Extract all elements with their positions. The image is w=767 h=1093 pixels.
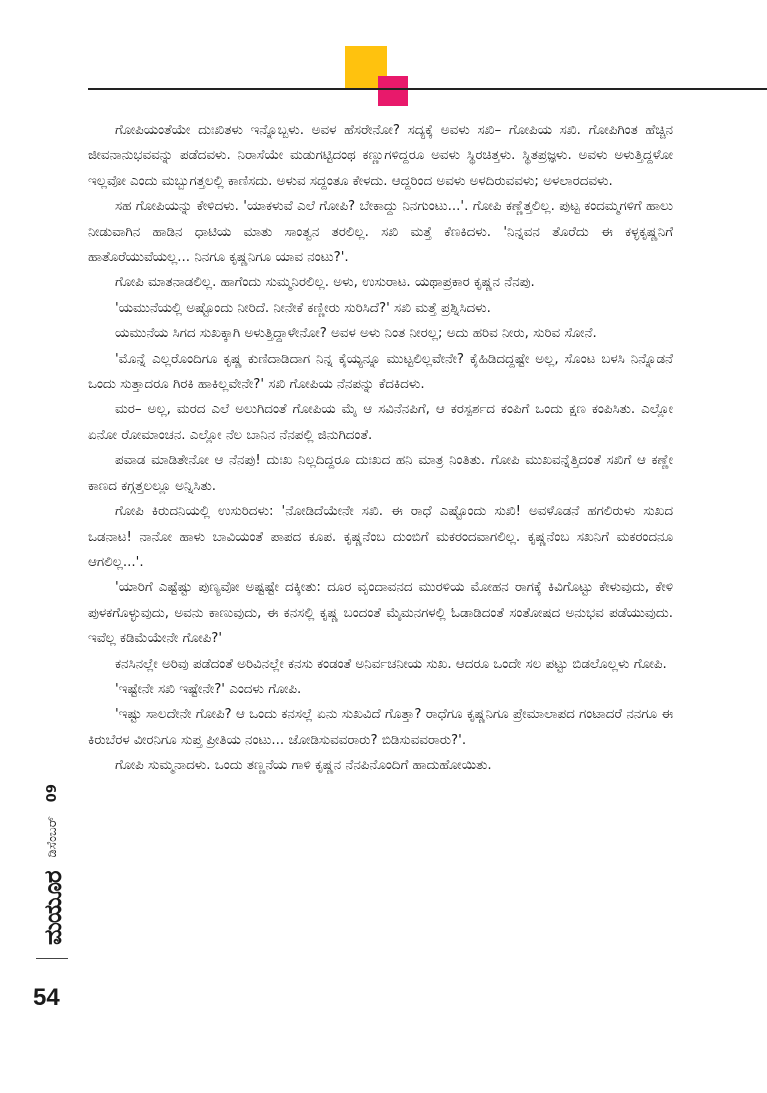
paragraph: ಕನಸಿನಲ್ಲೇ ಅರಿವು ಪಡೆದಂತೆ ಅರಿವಿನಲ್ಲೇ ಕನಸು ಕಂಡಂತೆ ಅನಿರ್ವಚನೀಯ ಸುಖ. ಆದರೂ ಒಂದೇ ಸಲ ಪಟ್ಟು ಬಿಡಲೊಲ್ಲಳು ಗೋಪಿ. <box>115 656 667 672</box>
issue-label: ಡಿಸೆಂಬರ್ <box>45 816 60 858</box>
paragraph: 'ಇಷ್ಟೇನೇ ಸಖಿ ಇಷ್ಟೇನೇ?' ಎಂದಳು ಗೋಪಿ. <box>115 681 302 697</box>
paragraph: ಸಹ ಗೋಪಿಯನ್ನು ಕೇಳಿದಳು. 'ಯಾಕಳುವೆ ಎಲೆ ಗೋಪಿ? ಬೇಕಾದ್ದು ನಿನಗುಂಟು...'. ಗೋಪಿ ಕಣ್ಣೆತ್ತಲಿಲ್ಲ. ಪುಟ್ಟ ಕಂದಮ್ಮಗಳಿಗೆ ಹಾಲು ನೀಡುವಾಗಿನ ಹಾಡಿನ ಧಾಟಿಯ ಮಾತು ಸಾಂತ್ವನ ತರಲಿಲ್ಲ. ಸಖಿ ಮತ್ತೆ ಕೆಣಕಿದಳು. 'ನಿನ್ನವನ ತೊರೆದು ಈ ಕಳ್ಳಕೃಷ್ಣನಿಗೆ ಹಾತೊರೆಯುವೆಯಲ್ಲ... ನಿನಗೂ ಕೃಷ್ಣನಿಗೂ ಯಾವ ನಂಟು?'. <box>88 199 673 266</box>
pink-square-decoration <box>378 76 408 106</box>
footer-rule <box>36 958 68 959</box>
paragraph: 'ಯಾರಿಗೆ ಎಷ್ಟೆಷ್ಟು ಪುಣ್ಯವೋ ಅಷ್ಟಷ್ಟೇ ದಕ್ಕೀತು: ದೂರ ವೃಂದಾವನದ ಮುರಳಿಯ ಮೋಹನ ರಾಗಕ್ಕೆ ಕಿವಿಗೊಟ್ಟು ಕೇಳುವುದು, ಕೇಳಿ ಪುಳಕಗೊಳ್ಳುವುದು, ಅವನು ಕಾಣುವುದು, ಈ ಕನಸಲ್ಲಿ ಕೃಷ್ಣ ಬಂದಂತೆ ಮೈಮನಗಳಲ್ಲಿ ಓಡಾಡಿದಂತೆ ಸಂತೋಷದ ಅನುಭವ ಪಡೆಯುವುದು. ಇವೆಲ್ಲ ಕಡಿಮೆಯೇನೇ ಗೋಪಿ?' <box>88 580 673 647</box>
page-number: 54 <box>33 984 60 1011</box>
magazine-logo: ಮಯೂರ <box>38 871 67 945</box>
paragraph: ಮರ– ಅಲ್ಲ, ಮರದ ಎಲೆ ಅಲುಗಿದಂತೆ ಗೋಪಿಯ ಮೈ ಆ ಸವಿನೆನಪಿಗೆ, ಆ ಕರಸ್ಪರ್ಶದ ಕಂಪಿಗೆ ಒಂದು ಕ್ಷಣ ಕಂಪಿಸಿತು. ಎಲ್ಲೋ ಏನೋ ರೋಮಾಂಚನ. ಎಲ್ಲೋ ನೆಲ ಬಾನಿನ ನೆನಪಲ್ಲಿ ಜಿನುಗಿದಂತೆ. <box>88 402 673 443</box>
paragraph: ಗೋಪಿ ಮಾತನಾಡಲಿಲ್ಲ. ಹಾಗೆಂದು ಸುಮ್ಮನಿರಲಿಲ್ಲ. ಅಳು, ಉಸುರಾಟ. ಯಥಾಪ್ರಕಾರ ಕೃಷ್ಣನ ನೆನಪು. <box>115 275 535 291</box>
sidebar-masthead <box>38 784 67 945</box>
paragraph: ಗೋಪಿ ಕಿರುದನಿಯಲ್ಲಿ ಉಸುರಿದಳು: 'ನೋಡಿದೆಯೇನೇ ಸಖಿ. ಈ ರಾಧೆ ಎಷ್ಟೊಂದು ಸುಖಿ! ಅವಳೊಡನೆ ಹಗಲಿರುಳು ಸುಖದ ಒಡನಾಟ! ನಾನೋ ಹಾಳು ಬಾವಿಯಂತೆ ಪಾಪದ ಕೂಪ. ಕೃಷ್ಣನೆಂಬ ದುಂಬಿಗೆ ಮಕರಂದವಾಗಲಿಲ್ಲ. ಕೃಷ್ಣನೆಂಬ ಸಖನಿಗೆ ಮಕರಂದನೂ ಆಗಲಿಲ್ಲ...'. <box>88 504 673 570</box>
paragraph: ಗೋಪಿಯಂತೆಯೇ ದುಃಖಿತಳು ಇನ್ನೊಬ್ಬಳು. ಅವಳ ಹೆಸರೇನೋ? ಸದ್ಯಕ್ಕೆ ಅವಳು ಸಖಿ– ಗೋಪಿಯ ಸಖಿ. ಗೋಪಿಗಿಂತ ಹೆಚ್ಚಿನ ಜೀವನಾನುಭವವನ್ನು ಪಡೆದವಳು. ನಿರಾಸೆಯೇ ಮಡುಗಟ್ಟಿದಂಥ ಕಣ್ಣುಗಳಿದ್ದರೂ ಅವಳು ಸ್ಥಿರಚಿತ್ತಳು. ಸ್ಥಿತಪ್ರಜ್ಞಳು. ಅವಳು ಅಳುತ್ತಿದ್ದಳೋ ಇಲ್ಲವೋ ಎಂದು ಮಬ್ಬುಗತ್ತಲಲ್ಲಿ ಕಾಣಿಸದು. ಅಳುವ ಸದ್ದಂತೂ ಕೇಳದು. ಆದ್ದರಿಂದ ಅವಳು ಅಳದಿರುವವಳು; ಅಳಲಾರದವಳು. <box>88 123 673 189</box>
paragraph: ಪವಾಡ ಮಾಡಿತೇನೋ ಆ ನೆನಪು! ದುಃಖ ನಿಲ್ಲದಿದ್ದರೂ ದುಃಖದ ಹನಿ ಮಾತ್ರ ನಿಂತಿತು. ಗೋಪಿ ಮುಖವನ್ನೆತ್ತಿದಂತೆ ಸಖಿಗೆ ಆ ಕಣ್ಣೇ ಕಾಣದ ಕಗ್ಗತ್ತಲಲ್ಲೂ ಅನ್ನಿಸಿತು. <box>88 453 673 494</box>
paragraph: ಯಮುನೆಯ ಸಿಗದ ಸುಖಕ್ಕಾಗಿ ಅಳುತ್ತಿದ್ದಾಳೇನೋ? ಅವಳ ಅಳು ನಿಂತ ನೀರಲ್ಲ; ಅದು ಹರಿವ ನೀರು, ಸುರಿವ ಸೋನೆ. <box>115 326 597 342</box>
paragraph: ಗೋಪಿ ಸುಮ್ಮನಾದಳು. ಒಂದು ತಣ್ಣನೆಯ ಗಾಳಿ ಕೃಷ್ಣನ ನೆನಪಿನೊಂದಿಗೆ ಹಾದುಹೋಯಿತು. <box>115 758 492 774</box>
paragraph: 'ಯಮುನೆಯಲ್ಲಿ ಅಷ್ಟೊಂದು ನೀರಿದೆ. ನೀನೇಕೆ ಕಣ್ಣೀರು ಸುರಿಸಿದೆ?' ಸಖಿ ಮತ್ತೆ ಪ್ರಶ್ನಿಸಿದಳು. <box>115 300 491 316</box>
article-body <box>88 118 673 779</box>
header-rule <box>88 88 767 90</box>
paragraph: 'ಇಷ್ಟು ಸಾಲದೇನೇ ಗೋಪಿ? ಆ ಒಂದು ಕನಸಲ್ಲೆ ಏನು ಸುಖವಿದೆ ಗೊತ್ತಾ? ರಾಧೆಗೂ ಕೃಷ್ಣನಿಗೂ ಪ್ರೇಮಾಲಾಪದ ಗಂಟಾದರೆ ನನಗೂ ಈ ಕಿರುಬೆರಳ ವೀರನಿಗೂ ಸುಪ್ತ ಪ್ರೀತಿಯ ನಂಟು... ಜೋಡಿಸುವವರಾರು? ಬಿಡಿಸುವವರಾರು?'. <box>88 707 673 748</box>
issue-number: 09 <box>45 784 60 803</box>
paragraph: 'ಮೊನ್ನೆ ಎಲ್ಲರೊಂದಿಗೂ ಕೃಷ್ಣ ಕುಣಿದಾಡಿದಾಗ ನಿನ್ನ ಕೈಯ್ಯನ್ನೂ ಮುಟ್ಟಲಿಲ್ಲವೇನೇ? ಕೈಹಿಡಿದದ್ದಷ್ಟೇ ಅಲ್ಲ, ಸೊಂಟ ಬಳಸಿ ನಿನ್ನೊಡನೆ ಒಂದು ಸುತ್ತಾದರೂ ಗಿರಕಿ ಹಾಕಿಲ್ಲವೇನೇ?' ಸಖಿ ಗೋಪಿಯ ನೆನಪನ್ನು ಕೆದಕಿದಳು. <box>88 351 673 393</box>
